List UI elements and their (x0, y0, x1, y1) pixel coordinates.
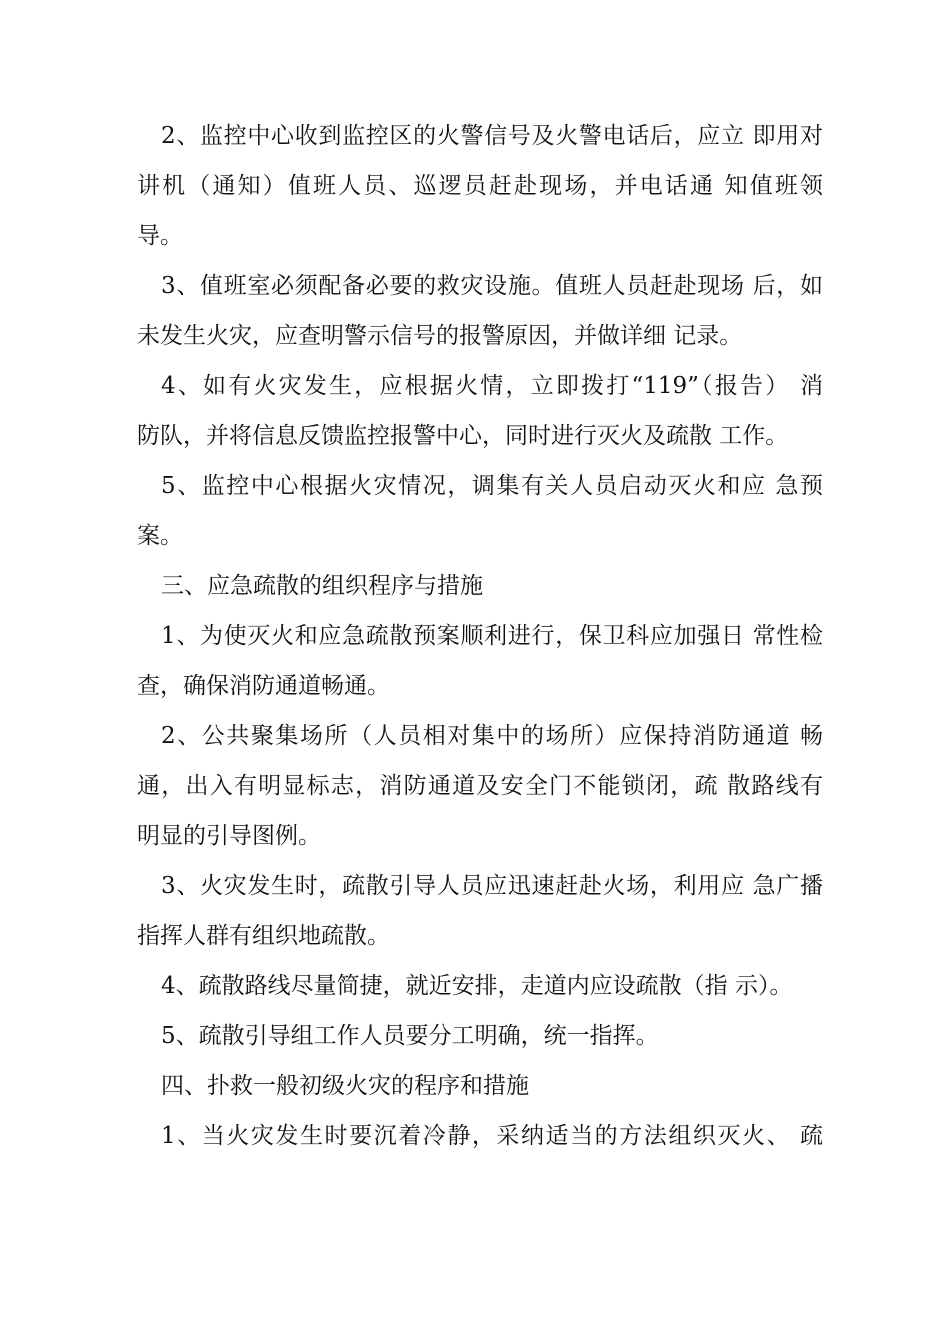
paragraph-line: 指挥人群有组织地疏散。 (137, 923, 390, 949)
paragraph-line: 未发生火灾，应查明警示信号的报警原因，并做详细 记录。 (137, 323, 743, 349)
paragraph-line: 4、如有火灾发生，应根据火情，立即拨打“119”（报告） 消 (161, 373, 823, 399)
paragraph-line: 防队，并将信息反馈监控报警中心，同时进行灭火及疏散 工作。 (137, 423, 789, 449)
paragraph-line: 导。 (137, 223, 183, 249)
paragraph-line: 查，确保消防通道畅通。 (137, 673, 390, 699)
paragraph-line: 4、疏散路线尽量简捷，就近安排，走道内应设疏散（指 示）。 (161, 973, 793, 999)
paragraph-line: 讲机（通知）值班人员、巡逻员赶赴现场，并电话通 知值班领 (137, 173, 823, 199)
paragraph-line: 3、火灾发生时，疏散引导人员应迅速赶赴火场，利用应 急广播 (161, 873, 823, 899)
paragraph-line: 1、为使灭火和应急疏散预案顺利进行，保卫科应加强日 常性检 (161, 623, 823, 649)
paragraph-line: 案。 (137, 523, 183, 549)
paragraph-line: 5、疏散引导组工作人员要分工明确，统一指挥。 (161, 1023, 659, 1049)
paragraph-line: 通，出入有明显标志，消防通道及安全门不能锁闭，疏 散路线有 (137, 773, 823, 799)
section-heading: 三、应急疏散的组织程序与措施 (161, 573, 483, 599)
paragraph-line: 1、当火灾发生时要沉着冷静，采纳适当的方法组织灭火、 疏 (161, 1123, 823, 1149)
paragraph-line: 3、值班室必须配备必要的救灾设施。值班人员赶赴现场 后，如 (161, 273, 823, 299)
paragraph-line: 5、监控中心根据火灾情况，调集有关人员启动灭火和应 急预 (161, 473, 823, 499)
paragraph-line: 2、监控中心收到监控区的火警信号及火警电话后，应立 即用对 (161, 123, 823, 149)
paragraph-line: 明显的引导图例。 (137, 823, 321, 849)
section-heading: 四、扑救一般初级火灾的程序和措施 (161, 1073, 529, 1099)
paragraph-line: 2、公共聚集场所（人员相对集中的场所）应保持消防通道 畅 (161, 723, 823, 749)
